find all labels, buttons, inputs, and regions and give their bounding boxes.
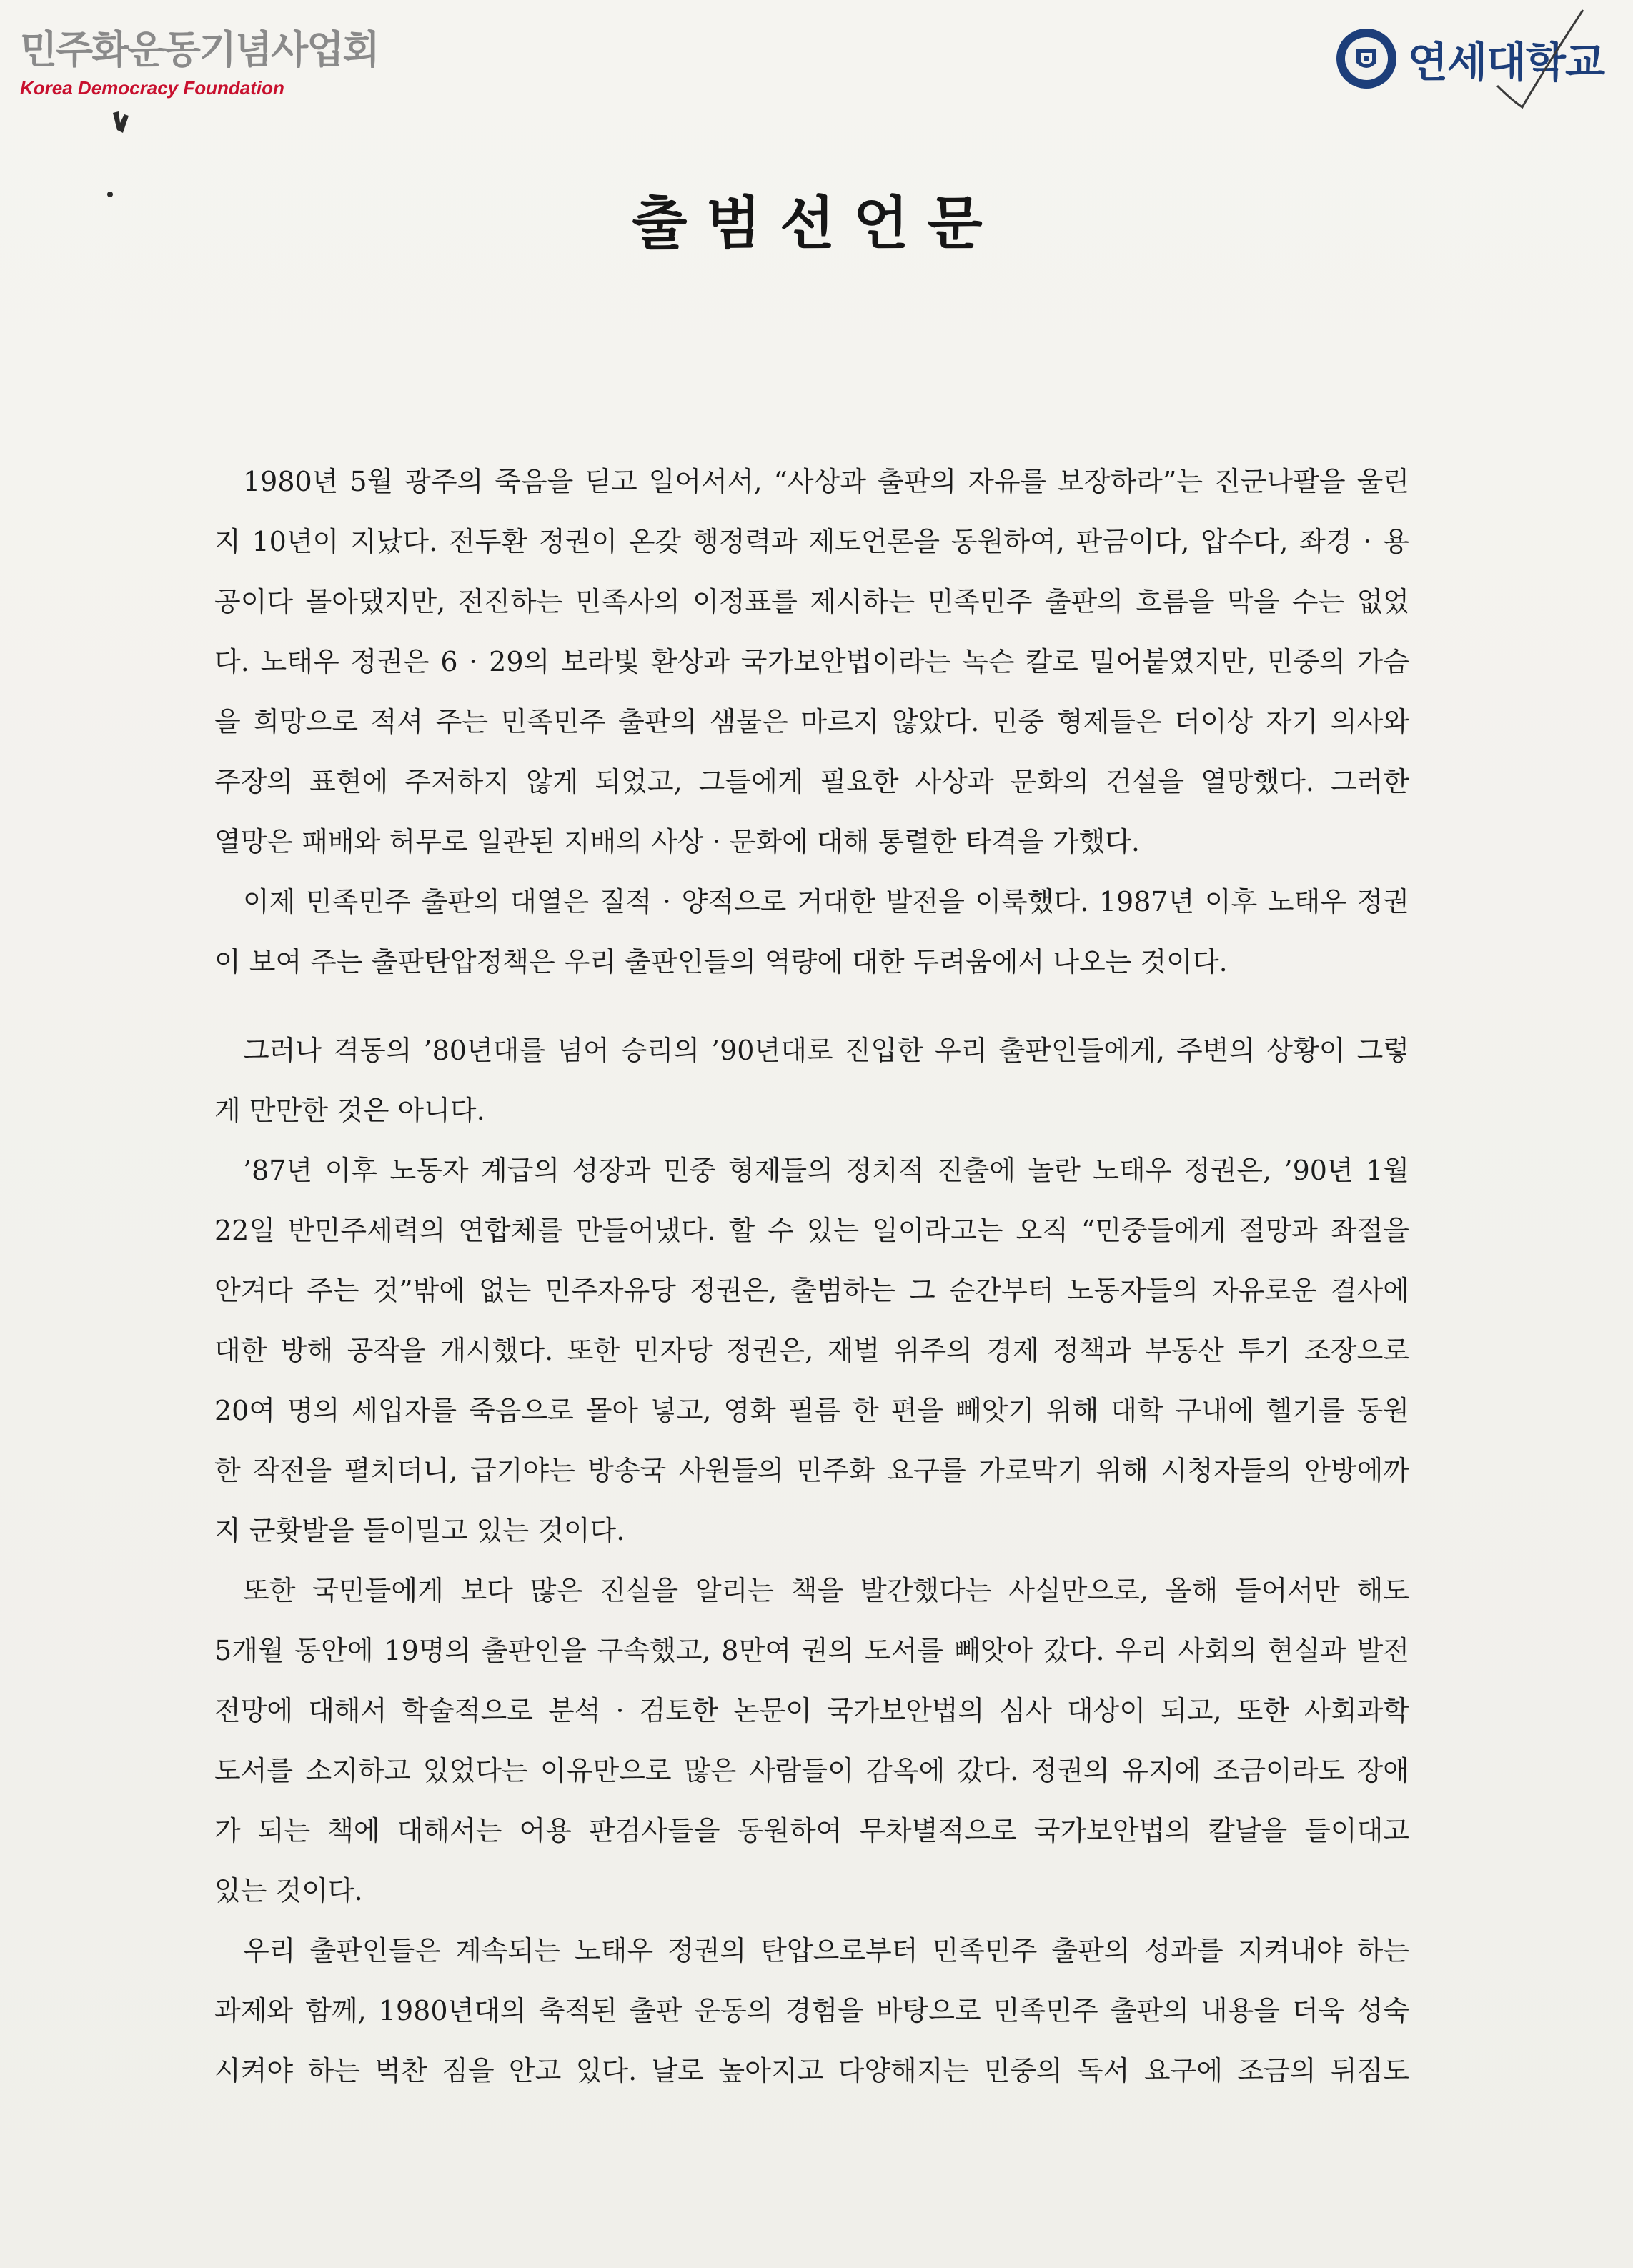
text-line: 공이다 몰아댔지만, 전진하는 민족사의 이정표를 제시하는 민족민주 출판의 흐름을 막을 수는 없었	[214, 586, 1409, 617]
text-line: 20여 명의 세입자를 죽음으로 몰아 넣고, 영화 필름 한 편을 빼앗기 위해 대학 구내에 헬기를 동원	[214, 1395, 1409, 1426]
text-line: 대한 방해 공작을 개시했다. 또한 민자당 정권은, 재벌 위주의 경제 정책과 부동산 투기 조장으로	[214, 1335, 1409, 1366]
paragraph	[214, 1921, 1409, 2101]
kdf-english-name: Korea Democracy Foundation	[20, 77, 284, 99]
text-line: 우리 출판인들은 계속되는 노태우 정권의 탄압으로부터 민족민주 출판의 성과를 지켜내야 하는	[243, 1935, 1409, 1966]
text-line: 안겨다 주는 것”밖에 없는 민주자유당 정권은, 출범하는 그 순간부터 노동자들의 자유로운 결사에	[214, 1275, 1409, 1306]
text-line: 지 10년이 지났다. 전두환 정권이 온갖 행정력과 제도언론을 동원하여, 판금이다, 압수다, 좌경 · 용	[214, 526, 1409, 557]
paragraph	[214, 872, 1409, 992]
text-line: 다. 노태우 정권은 6 · 29의 보라빛 환상과 국가보안법이라는 녹슨 칼로 밀어붙였지만, 민중의 가슴	[214, 646, 1409, 677]
kdf-logo	[20, 27, 379, 100]
text-line: 도서를 소지하고 있었다는 이유만으로 많은 사람들이 감옥에 갔다. 정권의 유지에 조금이라도 장애	[214, 1755, 1409, 1786]
paragraph	[214, 1561, 1409, 1921]
text-line: 이 보여 주는 출판탄압정책은 우리 출판인들의 역량에 대한 두려움에서 나오는 것이다.	[214, 946, 1228, 978]
text-line: 열망은 패배와 허무로 일관된 지배의 사상 · 문화에 대해 통렬한 타격을 가했다.	[214, 826, 1140, 857]
text-line: 이제 민족민주 출판의 대열은 질적 · 양적으로 거대한 발전을 이룩했다. 1987년 이후 노태우 정권	[243, 886, 1409, 917]
paragraph	[214, 452, 1409, 872]
text-line: 을 희망으로 적셔 주는 민족민주 출판의 샘물은 마르지 않았다. 민중 형제들은 더이상 자기 의사와	[214, 706, 1409, 737]
paragraph	[214, 1140, 1409, 1561]
paragraph-gap	[214, 992, 1409, 1020]
pen-check-mark	[1483, 7, 1590, 114]
document-body	[214, 452, 1409, 2101]
text-line: 또한 국민들에게 보다 많은 진실을 알리는 책을 발간했다는 사실만으로, 올해 들어서만 해도	[243, 1575, 1409, 1606]
yonsei-seal-icon	[1335, 27, 1398, 90]
document-title: 출범선언문	[632, 189, 1001, 257]
text-line: 지 군홧발을 들이밀고 있는 것이다.	[214, 1515, 625, 1546]
text-line: 있는 것이다.	[214, 1875, 363, 1906]
text-line: ’87년 이후 노동자 계급의 성장과 민중 형제들의 정치적 진출에 놀란 노태우 정권은, ’90년 1월	[243, 1155, 1409, 1186]
text-line: 과제와 함께, 1980년대의 축적된 출판 운동의 경험을 바탕으로 민족민주 출판의 내용을 더욱 성숙	[214, 1995, 1409, 2026]
text-line: 주장의 표현에 주저하지 않게 되었고, 그들에게 필요한 사상과 문화의 건설을 열망했다. 그러한	[214, 766, 1409, 797]
text-line: 5개월 동안에 19명의 출판인을 구속했고, 8만여 권의 도서를 빼앗아 갔다. 우리 사회의 현실과 발전	[214, 1635, 1409, 1666]
text-line: 한 작전을 펼치더니, 급기야는 방송국 사원들의 민주화 요구를 가로막기 위해 시청자들의 안방에까	[214, 1455, 1409, 1486]
text-line: 전망에 대해서 학술적으로 분석 · 검토한 논문이 국가보안법의 심사 대상이 되고, 또한 사회과학	[214, 1695, 1409, 1726]
text-line: 시켜야 하는 벅찬 짐을 안고 있다. 날로 높아지고 다양해지는 민중의 독서 요구에 조금의 뒤짐도	[214, 2055, 1409, 2087]
text-line: 가 되는 책에 대해서는 어용 판검사들을 동원하여 무차별적으로 국가보안법의 칼날을 들이대고	[214, 1815, 1409, 1846]
kdf-korean-name: 민주화운동기념사업회	[20, 27, 379, 72]
text-line: 그러나 격동의 ’80년대를 넘어 승리의 ’90년대로 진입한 우리 출판인들에게, 주변의 상황이 그렇	[243, 1035, 1409, 1066]
text-line: 1980년 5월 광주의 죽음을 딛고 일어서서, “사상과 출판의 자유를 보장하라”는 진군나팔을 울린	[243, 466, 1409, 497]
yonsei-name: 연세대학교	[1407, 38, 1604, 86]
text-line: 게 만만한 것은 아니다.	[214, 1095, 485, 1126]
ink-spot-mark	[107, 109, 136, 137]
text-line: 22일 반민주세력의 연합체를 만들어냈다. 할 수 있는 일이라고는 오직 “민중들에게 절망과 좌절을	[214, 1215, 1409, 1246]
paragraph	[214, 1020, 1409, 1140]
